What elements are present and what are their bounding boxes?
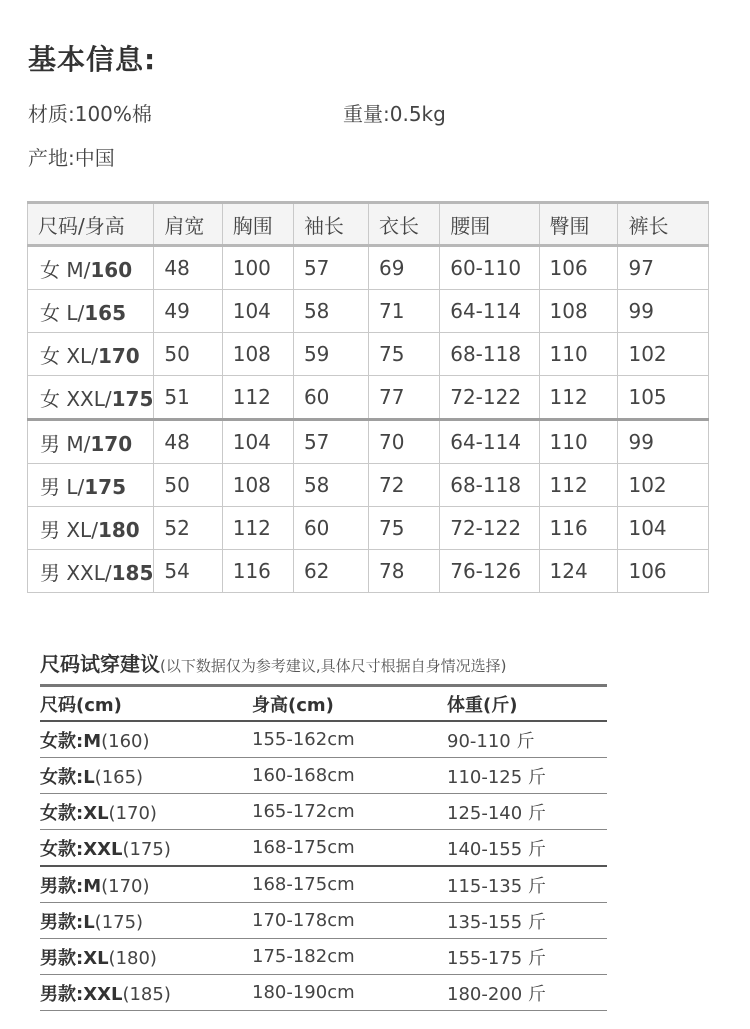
weight-info: 重量:0.5kg <box>343 102 446 126</box>
fit-weight-cell: 90-110 斤 <box>447 721 607 758</box>
measurement-cell: 104 <box>618 507 709 550</box>
measurement-cell: 78 <box>369 550 440 593</box>
measurement-cell: 75 <box>369 333 440 376</box>
fit-size-label: 男款:M <box>40 875 102 897</box>
basic-info-title: 基本信息: <box>28 43 157 76</box>
suggestion-note: (以下数据仅为参考建议,具体尺寸根据自身情况选择) <box>160 657 507 675</box>
fit-size-cell <box>40 975 252 1011</box>
fit-weight-cell: 115-135 斤 <box>447 866 607 903</box>
measurement-cell: 57 <box>293 246 368 290</box>
measurement-cell: 102 <box>618 464 709 507</box>
measurement-cell: 102 <box>618 333 709 376</box>
fit-size-cell <box>40 794 252 830</box>
fit-height-cell: 175-182cm <box>252 939 447 975</box>
table-row <box>28 464 709 507</box>
measurement-cell: 105 <box>618 376 709 420</box>
fit-height-cell: 160-168cm <box>252 758 447 794</box>
fit-size-label: 男款:L <box>40 911 95 933</box>
size-label: 女 XL/ <box>40 343 98 368</box>
measurement-cell: 52 <box>154 507 222 550</box>
measurement-cell: 51 <box>154 376 222 420</box>
size-label: 女 M/ <box>40 257 91 282</box>
fit-size-cm: (180) <box>108 947 157 969</box>
size-label: 男 L/ <box>40 474 85 499</box>
measurement-cell: 106 <box>618 550 709 593</box>
table-row <box>28 550 709 593</box>
fit-size-cm: (170) <box>101 875 150 897</box>
measurement-cell: 58 <box>293 464 368 507</box>
measurement-cell: 60 <box>293 376 368 420</box>
size-height-cell <box>28 464 154 507</box>
table-row <box>28 333 709 376</box>
fit-height-cell: 165-172cm <box>252 794 447 830</box>
height-value: 160 <box>90 257 133 282</box>
height-value: 170 <box>90 431 133 456</box>
measurement-cell: 99 <box>618 420 709 464</box>
fit-height-cell: 168-175cm <box>252 866 447 903</box>
fit-weight-cell: 110-125 斤 <box>447 758 607 794</box>
fit-size-cm: (175) <box>122 838 171 860</box>
size-table-header <box>28 203 709 246</box>
table-row <box>40 830 607 867</box>
fit-size-cell <box>40 830 252 867</box>
fit-size-label: 女款:M <box>40 730 102 752</box>
measurement-cell: 112 <box>222 376 293 420</box>
size-header-cell: 衣长 <box>369 203 440 246</box>
measurement-cell: 104 <box>222 290 293 333</box>
measurement-cell: 112 <box>539 376 618 420</box>
size-table-body <box>28 246 709 593</box>
measurement-cell: 58 <box>293 290 368 333</box>
size-header-cell: 袖长 <box>293 203 368 246</box>
measurement-cell: 59 <box>293 333 368 376</box>
measurement-cell: 97 <box>618 246 709 290</box>
fit-size-cell <box>40 903 252 939</box>
size-label: 男 XXL/ <box>40 560 112 585</box>
measurement-cell: 106 <box>539 246 618 290</box>
suggestion-heading: 尺码试穿建议 <box>40 652 160 676</box>
origin-info: 产地:中国 <box>28 146 115 170</box>
measurement-cell: 50 <box>154 333 222 376</box>
measurement-cell: 110 <box>539 333 618 376</box>
fit-height-cell: 168-175cm <box>252 830 447 867</box>
measurement-cell: 60 <box>293 507 368 550</box>
fit-size-label: 男款:XL <box>40 947 109 969</box>
measurement-cell: 108 <box>539 290 618 333</box>
fit-size-cell <box>40 721 252 758</box>
measurement-cell: 116 <box>222 550 293 593</box>
measurement-cell: 68-118 <box>440 333 539 376</box>
measurement-cell: 72 <box>369 464 440 507</box>
table-row <box>28 290 709 333</box>
table-row <box>40 903 607 939</box>
measurement-cell: 64-114 <box>440 290 539 333</box>
measurement-cell: 54 <box>154 550 222 593</box>
height-value: 180 <box>97 517 140 542</box>
measurement-cell: 72-122 <box>440 507 539 550</box>
fit-height-cell: 155-162cm <box>252 721 447 758</box>
size-header-cell: 臀围 <box>539 203 618 246</box>
size-height-cell <box>28 376 154 420</box>
table-row <box>40 939 607 975</box>
measurement-cell: 108 <box>222 464 293 507</box>
measurement-cell: 76-126 <box>440 550 539 593</box>
suggestion-header-cell: 身高(cm) <box>252 686 447 722</box>
height-value: 165 <box>84 300 126 325</box>
measurement-cell: 116 <box>539 507 618 550</box>
measurement-cell: 50 <box>154 464 222 507</box>
measurement-cell: 70 <box>369 420 440 464</box>
size-label: 女 XXL/ <box>40 386 112 411</box>
table-row <box>28 507 709 550</box>
suggestion-table <box>40 684 607 1011</box>
measurement-cell: 77 <box>369 376 440 420</box>
fit-height-cell: 180-190cm <box>252 975 447 1011</box>
measurement-cell: 104 <box>222 420 293 464</box>
measurement-cell: 68-118 <box>440 464 539 507</box>
size-header-cell: 肩宽 <box>154 203 222 246</box>
measurement-cell: 112 <box>539 464 618 507</box>
fit-weight-cell: 140-155 斤 <box>447 830 607 867</box>
size-label: 女 L/ <box>40 300 85 325</box>
fit-size-cell <box>40 866 252 903</box>
table-row <box>40 758 607 794</box>
table-row <box>40 975 607 1011</box>
measurement-cell: 48 <box>154 246 222 290</box>
suggestion-header-cell: 体重(斤) <box>447 686 607 722</box>
measurement-cell: 72-122 <box>440 376 539 420</box>
size-height-cell <box>28 333 154 376</box>
fit-weight-cell: 125-140 斤 <box>447 794 607 830</box>
measurement-cell: 110 <box>539 420 618 464</box>
measurement-cell: 69 <box>369 246 440 290</box>
fit-size-cm: (185) <box>122 983 171 1005</box>
measurement-cell: 108 <box>222 333 293 376</box>
fit-size-cm: (160) <box>101 730 150 752</box>
size-header-cell: 裤长 <box>618 203 709 246</box>
fit-size-cell <box>40 758 252 794</box>
height-value: 170 <box>97 343 140 368</box>
size-height-cell <box>28 290 154 333</box>
measurement-cell: 48 <box>154 420 222 464</box>
fit-weight-cell: 180-200 斤 <box>447 975 607 1011</box>
size-height-cell <box>28 420 154 464</box>
measurement-cell: 62 <box>293 550 368 593</box>
fit-weight-cell: 155-175 斤 <box>447 939 607 975</box>
measurement-cell: 75 <box>369 507 440 550</box>
size-label: 男 XL/ <box>40 517 98 542</box>
fit-size-label: 男款:XXL <box>40 983 123 1005</box>
table-row <box>40 721 607 758</box>
height-value: 175 <box>111 386 154 411</box>
fit-height-cell: 170-178cm <box>252 903 447 939</box>
measurement-cell: 71 <box>369 290 440 333</box>
suggestion-title <box>40 648 506 677</box>
table-row <box>28 376 709 420</box>
fit-size-cm: (175) <box>94 911 144 933</box>
size-height-cell <box>28 246 154 290</box>
table-row <box>40 794 607 830</box>
size-header-cell: 胸围 <box>222 203 293 246</box>
table-row <box>28 246 709 290</box>
measurement-cell: 99 <box>618 290 709 333</box>
size-header-cell: 腰围 <box>440 203 539 246</box>
measurement-cell: 60-110 <box>440 246 539 290</box>
suggestion-table-header <box>40 686 607 722</box>
suggestion-header-cell: 尺码(cm) <box>40 686 252 722</box>
fit-size-label: 女款:XL <box>40 802 109 824</box>
fit-weight-cell: 135-155 斤 <box>447 903 607 939</box>
fit-size-cell <box>40 939 252 975</box>
measurement-cell: 49 <box>154 290 222 333</box>
table-row <box>28 420 709 464</box>
measurement-cell: 112 <box>222 507 293 550</box>
fit-size-cm: (170) <box>108 802 157 824</box>
measurement-cell: 124 <box>539 550 618 593</box>
measurement-cell: 64-114 <box>440 420 539 464</box>
height-value: 185 <box>111 560 154 585</box>
size-height-cell <box>28 507 154 550</box>
height-value: 175 <box>84 474 126 499</box>
measurement-cell: 57 <box>293 420 368 464</box>
table-row <box>40 866 607 903</box>
fit-size-label: 女款:L <box>40 766 95 788</box>
fit-size-label: 女款:XXL <box>40 838 123 860</box>
size-table <box>27 201 709 593</box>
measurement-cell: 100 <box>222 246 293 290</box>
suggestion-table-body <box>40 721 607 1011</box>
size-label: 男 M/ <box>40 431 91 456</box>
fit-size-cm: (165) <box>94 766 144 788</box>
size-header-cell: 尺码/身高 <box>28 203 154 246</box>
size-height-cell <box>28 550 154 593</box>
material-info: 材质:100%棉 <box>28 102 152 126</box>
